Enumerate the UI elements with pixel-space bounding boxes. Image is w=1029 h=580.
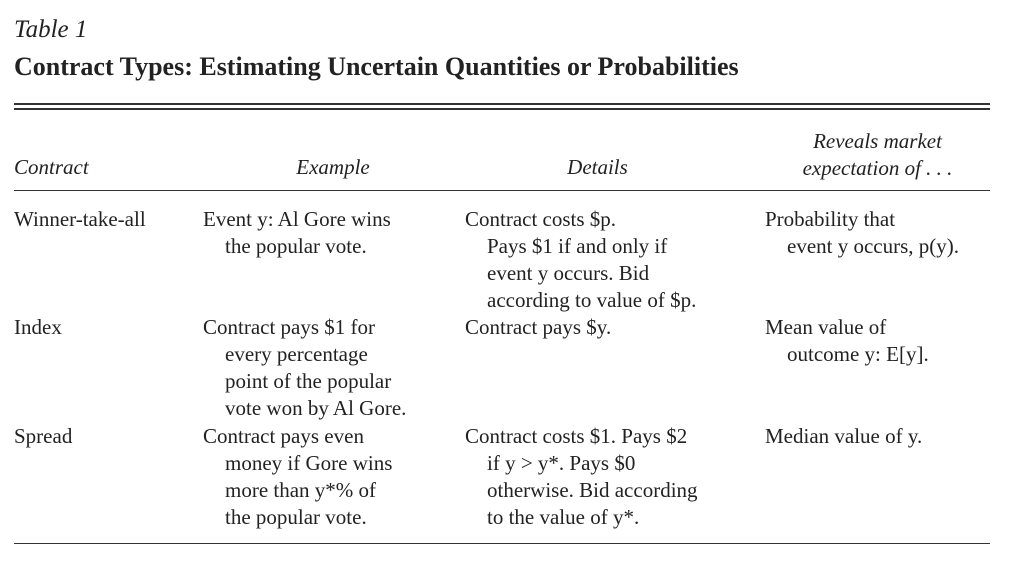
row-winner-take-all-details [465, 206, 696, 314]
cell-line: Mean value of [765, 315, 887, 339]
cell-line: the popular vote. [225, 505, 367, 529]
cell-line: outcome y: E[y]. [787, 342, 929, 366]
cell-line: the popular vote. [225, 234, 367, 258]
cell-line: to the value of y*. [487, 505, 640, 529]
row-index-contract [14, 314, 62, 341]
cell-line: vote won by Al Gore. [225, 396, 407, 420]
cell-line: Median value of y. [765, 424, 923, 448]
cell-line: if y > y*. Pays $0 [487, 451, 636, 475]
cell-line: point of the popular [225, 369, 392, 393]
cell-line: Contract pays $1 for [203, 315, 376, 339]
cell-line: Contract pays $y. [465, 315, 612, 339]
header-example: Example [296, 155, 370, 179]
cell-line: Contract costs $1. Pays $2 [465, 424, 688, 448]
bottom-rule [14, 543, 990, 544]
row-winner-take-all-contract [14, 206, 146, 233]
row-index-details [465, 314, 611, 341]
cell-line: Winner-take-all [14, 207, 146, 231]
cell-line: event y occurs, p(y). [787, 234, 960, 258]
row-spread-contract [14, 423, 72, 450]
cell-line: Contract costs $p. [465, 207, 617, 231]
header-details: Details [567, 155, 628, 179]
cell-line: according to value of $p. [487, 288, 697, 312]
top-double-rule-lower [14, 108, 990, 110]
row-spread-example [203, 423, 392, 531]
cell-line: Probability that [765, 207, 896, 231]
header-reveals-line: Reveals market [813, 129, 942, 153]
header-rule [14, 190, 990, 191]
cell-line: more than y*% of [225, 478, 377, 502]
row-index-reveals [765, 314, 929, 368]
row-winner-take-all-example [203, 206, 391, 260]
cell-line: Spread [14, 424, 73, 448]
row-index-example [203, 314, 406, 422]
cell-line: Pays $1 if and only if [487, 234, 668, 258]
header-reveals [765, 128, 990, 182]
table-title: Contract Types: Estimating Uncertain Quantities or Probabilities [14, 52, 739, 81]
row-winner-take-all-reveals [765, 206, 959, 260]
cell-line: event y occurs. Bid [487, 261, 650, 285]
header-contract: Contract [14, 155, 89, 179]
row-spread-details [465, 423, 698, 531]
cell-line: Event y: Al Gore wins [203, 207, 391, 231]
cell-line: otherwise. Bid according [487, 478, 698, 502]
cell-line: every percentage [225, 342, 368, 366]
cell-line: Index [14, 315, 62, 339]
table-caption: Table 1 [14, 16, 88, 43]
top-double-rule-upper [14, 103, 990, 105]
cell-line: money if Gore wins [225, 451, 393, 475]
cell-line: Contract pays even [203, 424, 364, 448]
row-spread-reveals [765, 423, 922, 450]
header-reveals-line: expectation of . . . [802, 156, 953, 180]
